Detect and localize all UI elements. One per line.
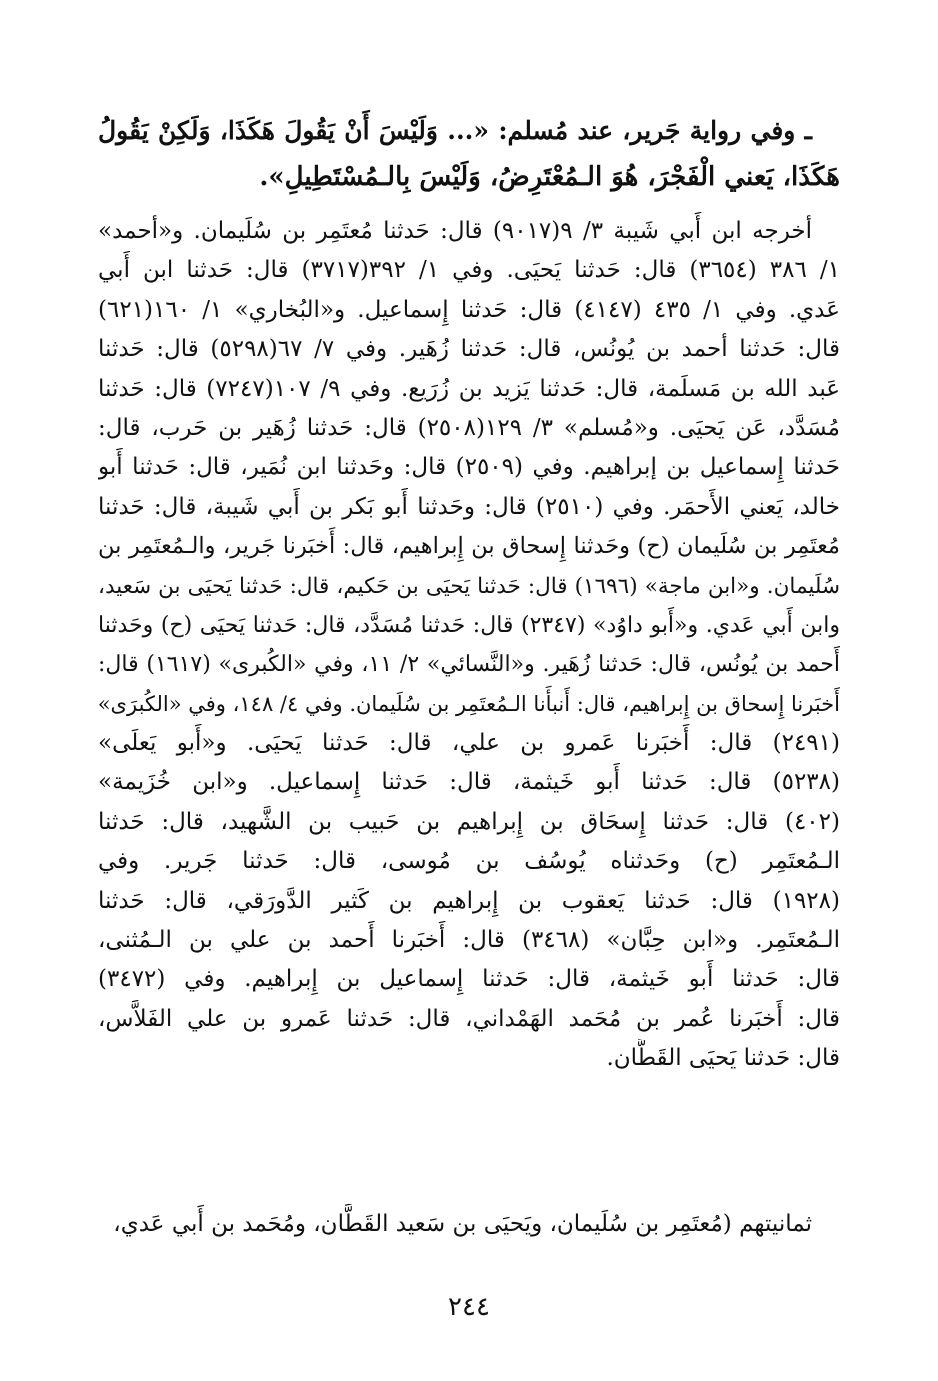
text-line: قال: حَدثنا أحمد بن يُونُس، قال: حَدثنا زُهَير. وفي ٧/ ٦٧(٥٢٩٨) قال: حَدثنا [98, 336, 840, 363]
takhrij-paragraph [98, 212, 840, 1079]
page-number: ٢٤٤ [448, 1292, 490, 1322]
text-line: (٢٤٩١) قال: أَخبَرنا عَمرو بن علي، قال: حَدثنا يَحيَى. و«أَبو يَعلَى» [98, 730, 840, 757]
text-line: أَخبَرنا إِسحاق بن إِبراهيم، قال: أَنبأَنا الـمُعتَمِر بن سُلَيمان. وفي ٤/ ١٤٨، وفي «الكُبرَى» [98, 691, 840, 716]
text-line: عَبد الله بن مَسلَمة، قال: حَدثنا يَزيد بن زُرَيع. وفي ٩/ ١٠٧(٧٢٤٧) قال: حَدثنا [98, 375, 840, 402]
text-line: هَكَذَا، يَعني الْفَجْرَ، هُوَ الـمُعْتَرِضُ، وَلَيْسَ بِالـمُسْتَطِيلِ». [259, 162, 840, 192]
text-line: (٤٠٢) قال: حَدثنا إِسحَاق بن إِبراهيم بن حَبيب بن الشَّهيد، قال: حَدثنا [98, 808, 840, 835]
text-line: وابن أَبي عَدي. و«أَبو داوُد» (٢٣٤٧) قال: حَدثنا مُسَدَّد، قال: حَدثنا يَحيَى (ح) وحَدثنا [98, 612, 840, 638]
text-line: عَدي. وفي ١/ ٤٣٥ (٤١٤٧) قال: حَدثنا إِسماعيل. و«البُخاري» ١/ ١٦٠(٦٢١) [98, 296, 840, 323]
text-line: مُعتَمِر بن سُلَيمان (ح) وحَدثنا إِسحاق بن إِبراهيم، قال: أَخبَرنا جَرير، والـمُعتَمِر بن [98, 533, 840, 560]
text-line: ـ وفي رواية جَرير، عند مُسلم: «... وَلَيْسَ أَنْ يَقُولَ هَكَذَا، وَلَكِنْ يَقُولُ [98, 116, 812, 145]
text-line: قال: أَخبَرنا عُمر بن مُحَمد الهَمْداني، قال: حَدثنا عَمرو بن علي الفَلاَّس، [98, 1005, 840, 1032]
text-line: خالد، يَعني الأَحمَر. وفي (٢٥١٠) قال: وحَدثنا أَبو بَكر بن أَبي شَيبة، قال: حَدثنا [98, 493, 840, 520]
text-line: الـمُعتَمِر. و«ابن حِبَّان» (٣٤٦٨) قال: أَخبَرنا أَحمد بن علي بن الـمُثنى، [98, 927, 840, 954]
text-line: أَحمد بن يُونُس، قال: حَدثنا زُهَير. و«النَّسائي» ٢/ ١١، وفي «الكُبرى» (١٦١٧) قال: [98, 652, 840, 678]
text-line: قال: حَدثنا أَبو خَيثمة، قال: حَدثنا إِسماعيل بن إِبراهيم. وفي (٣٤٧٢) [98, 966, 840, 993]
text-line: ثمانيتهم (مُعتَمِر بن سُلَيمان، ويَحيَى بن سَعيد القَطَّان، ومُحَمد بن أَبي عَدي، [113, 1211, 812, 1237]
text-line: مُسَدَّد، عَن يَحيَى. و«مُسلم» ٣/ ١٢٩(٢٥٠٨) قال: حَدثنا زُهَير بن حَرب، قال: [98, 414, 840, 441]
text-line: الـمُعتَمِر (ح) وحَدثناه يُوسُف بن مُوسى، قال: حَدثنا جَرير. وفي [98, 848, 840, 875]
text-line: حَدثنا إِسماعيل بن إبراهيم. وفي (٢٥٠٩) قال: وحَدثنا ابن نُمَير، قال: حَدثنا أَبو [98, 454, 840, 481]
text-line: سُلَيمان. و«ابن ماجة» (١٦٩٦) قال: حَدثنا يَحيَى بن حَكيم، قال: حَدثنا يَحيَى بن سَعيد، [98, 573, 840, 599]
summary-paragraph [98, 1204, 840, 1244]
text-line: أخرجه ابن أَبي شَيبة ٣/ ٩(٩٠١٧) قال: حَدثنا مُعتَمِر بن سُلَيمان. و«أحمد» [98, 218, 813, 244]
text-line: (٥٢٣٨) قال: حَدثنا أَبو خَيثمة، قال: حَدثنا إِسماعيل. و«ابن خُزَيمة» [98, 769, 840, 796]
text-line: ١/ ٣٨٦ (٣٦٥٤) قال: حَدثنا يَحيَى. وفي ١/ ٣٩٢(٣٧١٧) قال: حَدثنا ابن أَبي [98, 257, 840, 284]
text-line: قال: حَدثنا يَحيَى القَطَّان. [606, 1045, 840, 1072]
hadith-quote-paragraph [98, 108, 840, 200]
text-line: (١٩٢٨) قال: حَدثنا يَعقوب بن إِبراهيم بن كَثير الدَّورَقي، قال: حَدثنا [98, 887, 840, 914]
